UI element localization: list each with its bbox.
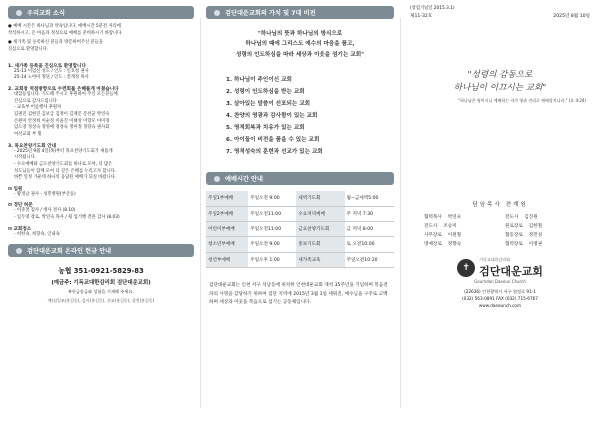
yearly-theme <box>406 69 594 97</box>
news-intro <box>8 24 194 54</box>
offering-header <box>8 244 194 257</box>
service-time: 주일오전 9:00 <box>248 237 296 252</box>
staff-entry <box>505 241 576 247</box>
staff-list <box>406 214 594 247</box>
service-time: 주 저녁 7:30 <box>345 206 394 221</box>
section-title: ⊡ 교회정소 <box>8 226 32 232</box>
staff-role: 원로장로 <box>505 224 523 230</box>
vision-item: 7. 영적성숙의 훈련과 선교가 있는 교회 <box>226 149 323 156</box>
section-line: - 임두영 장로, 박연숙 목사 / 횡 입거행 결혼 감사 (8.03) <box>14 215 120 221</box>
news-header-label: 우리교회 소식 <box>27 10 66 17</box>
account-holder: (예금주: 기독교대한감리회 검단대운교회) <box>51 280 151 287</box>
service-time: 토 오전10:00 <box>345 237 394 252</box>
vision-item: 3. 살아있는 말씀이 선포되는 교회 <box>226 101 311 108</box>
service-time: 주일오후 1:00 <box>248 252 296 267</box>
vision-header-label: 검단대운교회의 가치 및 7대 비전 <box>225 10 316 17</box>
issue-number: 제11-32호 <box>410 13 433 19</box>
vision-item: 5. 영적회복과 치유가 있는 교회 <box>226 125 305 132</box>
staff-role: 사무장로 <box>424 233 442 239</box>
table-row <box>206 252 394 267</box>
theme-line: 하나님이 이끄시는 교회" <box>453 83 547 94</box>
section-line: 대합등입니다. 기도해 주시고 후원하여 주신 모든분들께 <box>14 91 118 97</box>
church-value-quote <box>206 29 394 60</box>
staff-role: 전도사 <box>505 215 519 221</box>
vision-item: 1. 하나님이 주인이신 교회 <box>226 77 292 84</box>
vision-header <box>206 6 394 19</box>
news-header <box>8 6 194 19</box>
section-line: 바쁜 일정 가운데 하나의 응답된 예배가 되실 바랍니다. <box>14 175 117 181</box>
vision-item: 6. 아이들이 비전을 품을 수 있는 교회 <box>226 137 320 144</box>
service-time: 주일오전11:00 <box>248 206 296 221</box>
section-line: - 황정남 권사 - 성민병원(부산동) <box>14 191 76 197</box>
staff-entry <box>424 232 495 238</box>
section-body <box>8 149 194 182</box>
section-line: 임도영 정상숙 정영애 정창숙 정미정 정향숙 권사회 <box>14 125 110 131</box>
section-line: - 2025년 9월 4일(목)부터 목요찬양기도회가 새롭게 <box>14 148 113 154</box>
quote-line: 성령의 인도하심을 따라 세상과 이웃을 섬기는 교회" <box>235 51 365 58</box>
bulletin-date: 2025년 8월 10일 <box>553 13 590 19</box>
denomination: 기독교대한감리회 <box>479 257 511 263</box>
section-body <box>8 192 194 199</box>
offering-funds: 예)십일조(홍길동), 감사(홍길동), 선교(홍길동), 성전(홍길동) <box>47 298 155 304</box>
theme-verse: "하나님은 영이시니 예배하는 자가 영과 진리로 예배할지니라." (요 4:24) <box>458 98 586 104</box>
staff-role: 명예장로 <box>424 242 442 248</box>
staff-role: 전도사 <box>424 224 438 230</box>
bullet-dot-icon <box>16 10 22 16</box>
church-name: 검단대운교회 <box>479 265 543 279</box>
section-line: 성도님들이 함께 모여 더 깊은 은혜를 누리고자 합니다. <box>14 168 117 174</box>
staff-name: 정민성 <box>528 233 543 239</box>
section-title: ⊡ 경단 허문 <box>8 203 33 209</box>
section-body <box>8 92 194 139</box>
church-name-english: Goumdan Daeeun Church <box>474 279 526 285</box>
news-intro-line: ● 예배 시간은 하나님과 약속입니다. 예배시간 5분전 자리에 <box>8 24 121 29</box>
panel-left <box>0 0 200 424</box>
section-line: 진심으로 감사드립니다 <box>14 98 57 104</box>
section-line: 25-13 이임신 성도 / 인도 : 인호청 권사 <box>14 68 89 74</box>
staff-name: 이원철 <box>447 233 462 239</box>
quote-line: "하나님의 뜻과 하나님의 방식으로 <box>257 31 343 37</box>
account-info <box>8 265 194 304</box>
table-row <box>206 206 394 221</box>
section-line: 손원미 안정희 이순정 이윤진 이태성 이향모 이미경 <box>14 118 110 124</box>
staff-entry <box>505 232 576 238</box>
section-title: 1. 새가족 등록을 진심으로 환영합니다 <box>8 63 86 69</box>
section-line: 여선교회 부 뭣 <box>14 131 42 137</box>
offering-note: ※헌금송금와 성함을 기재해 주세요. <box>68 289 134 295</box>
contact-info <box>406 288 594 309</box>
service-time: 금 저녁 8:00 <box>345 221 394 236</box>
service-time: 주일오전 9:00 <box>248 191 296 206</box>
section-line: 김권진 김현진 김보급 김정이 김재문 문선균 박연숙 <box>14 111 110 117</box>
website: www.daeeunch.com <box>478 303 522 309</box>
staff-role: 협력목사 <box>424 215 442 221</box>
service-name: 청소년부예배 <box>206 237 248 252</box>
church-intro: 검단대운교회는 인천 서구 석남동에 위치한 인천대운교회 개척 35주년을 기념하며 복음전파의 사명을 감당하기 위하여 검단 지역에 2015년 3월 1일 세워진, 예수님을 구주로 고백하며 세상과 이웃을 복음으로 섬기는 공동체입니다. <box>209 283 388 306</box>
service-name: 주일2부예배 <box>206 206 248 221</box>
service-name: 수요저녁예배 <box>296 206 344 221</box>
account-number: 농협 351-0921-5829-83 <box>58 267 144 276</box>
news-intro-line: ● 새가족 및 등록하신 분들과 방문하여주신 분들을 <box>8 40 103 46</box>
address: (22636) 인천광역시 서구 원정로 91-1 <box>464 289 536 295</box>
founding-date: (창립기념일 2015.3.1) <box>410 6 455 11</box>
table-row <box>206 221 394 236</box>
panel-right <box>400 0 600 424</box>
section-line: - 교육부 어름행사 후원자 <box>14 105 62 111</box>
service-name: 어린이부예배 <box>206 221 248 236</box>
worship-header-label: 예배시간 안내 <box>225 176 264 184</box>
vision-list <box>206 74 394 158</box>
staff-entry <box>424 214 495 220</box>
section-title: 2. 교회창 역점방향으로 수련회를 은혜롭게 마쳤습니다 <box>8 86 119 92</box>
panel-middle <box>200 0 400 424</box>
service-time: 주일오전10:20 <box>345 252 394 267</box>
staff-entry <box>424 223 495 229</box>
vision-item: 4. 찬양의 영광과 감사함이 있는 교회 <box>226 113 318 120</box>
bullet-dot-icon <box>16 248 22 254</box>
service-name: 금요찬양기도회 <box>296 221 344 236</box>
staff-entry <box>424 241 495 247</box>
section-title: ⊡ 입원 <box>8 186 23 192</box>
section-line: - 수요예배와 금요찬양기도회를 하나로 모아, 더 많은 <box>14 161 113 167</box>
worship-schedule-table <box>206 191 394 268</box>
table-row <box>206 191 394 206</box>
service-time: 주일오전11:00 <box>248 221 296 236</box>
service-name: 청년부예배 <box>206 252 248 267</box>
worship-header <box>206 172 394 185</box>
bullet-dot-icon <box>214 176 220 182</box>
issue-line <box>406 13 594 19</box>
section-line: 시작됩니다. <box>14 155 37 161</box>
section-body <box>8 232 194 239</box>
service-name: 새벽기도회 <box>296 191 344 206</box>
service-name: 중보기도회 <box>296 237 344 252</box>
church-logo <box>406 257 594 279</box>
bullet-dot-icon <box>214 10 220 16</box>
section-line: - 이준철 집사 / 병사 결사 (8.10) <box>14 208 76 214</box>
service-name: 새가족교육 <box>296 252 344 267</box>
vision-item: 2. 성령이 인도하심을 받는 교회 <box>226 89 305 96</box>
news-intro-line: 진심으로 환영합니다. <box>8 46 49 52</box>
logo-text <box>479 257 543 279</box>
staff-role: 협동장로 <box>505 233 523 239</box>
service-time: 월~금새벽5:00 <box>345 191 394 206</box>
staff-name: 조승미 <box>443 224 457 230</box>
section-title: 3. 목요찬양기도회 안내 <box>8 143 57 149</box>
section-body <box>8 208 194 221</box>
senior-pastor: 담임목사 전계원 <box>472 202 528 209</box>
section-line: 25-14 노아미 정단 / 인도 : 전계정 목사 <box>14 75 89 81</box>
theme-line: "성령의 감동으로 <box>467 69 533 80</box>
staff-name: 정향숙 <box>447 242 462 248</box>
offering-header-label: 검단대운교회 온라인 헌금 안내 <box>27 248 112 256</box>
staff-name: 김한철 <box>528 224 543 230</box>
staff-role: 협력장로 <box>505 242 523 248</box>
quote-line: 하나님의 때에 그리스도 예수의 마음을 품고, <box>245 41 355 48</box>
section-line: - 희한속, 희향속, 인내속 <box>14 231 60 237</box>
service-name: 주일1부예배 <box>206 191 248 206</box>
phone: (032) 563-0891 FAX (032) 715-6767 <box>462 296 538 302</box>
cross-logo-icon: ✝ <box>457 259 475 277</box>
staff-name: 김진원 <box>524 215 538 221</box>
staff-name: 이명권 <box>528 242 543 248</box>
table-row <box>206 237 394 252</box>
staff-entry <box>505 214 576 220</box>
staff-entry <box>505 223 576 229</box>
staff-name: 박연숙 <box>447 215 462 221</box>
news-intro-line: 착석하시고, 온 마음과 정성으로 예배를 준비하시기 바랍니다. <box>8 30 123 36</box>
section-body <box>8 69 194 82</box>
